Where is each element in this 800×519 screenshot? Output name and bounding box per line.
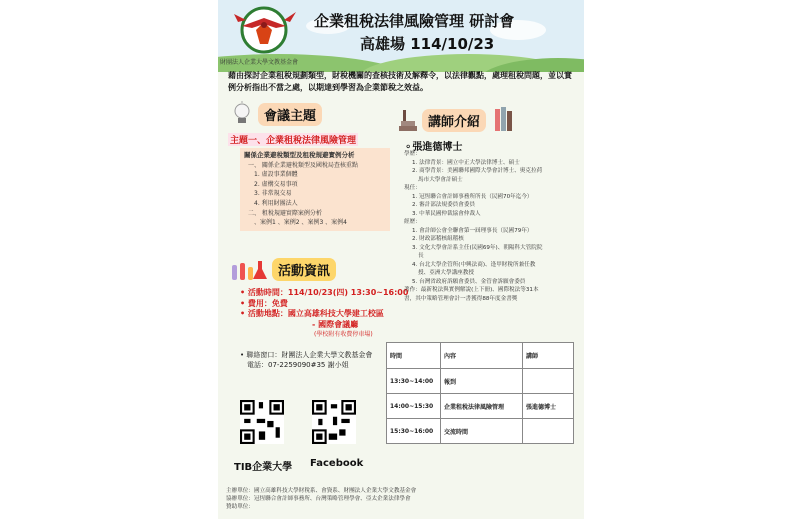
topic-line: 、案例1 、案例2 、案例3 、案例4 — [254, 219, 347, 227]
lecturer-section-head — [398, 107, 514, 133]
topic-line: 2. 虛構交易事項 — [254, 180, 298, 188]
topic-line: 二、 租稅規避實際案例分析 — [248, 209, 322, 217]
bio-line: 經歷： — [404, 219, 421, 225]
footer — [226, 487, 416, 511]
table-cell: 13:30~14:00 — [387, 369, 441, 394]
page-subtitle: 高雄場 114/10/23 — [360, 35, 495, 53]
footer-co: 協辦單位：冠恆聯合會計師事務所、台灣策略管理學會、亞太企業法律學會 — [226, 496, 411, 502]
col-header: 時間 — [387, 343, 441, 369]
bio-line: 2. 財政部稽核組稽核 — [412, 236, 464, 242]
footer-sponsor: 贊助單位： — [226, 504, 254, 510]
lecturer-heading: 講師介紹 — [422, 109, 486, 132]
activity-fee: • 費用：免費 — [240, 298, 288, 308]
parking-note: (學校附有收費停車場) — [314, 331, 373, 338]
bio-line: 5. 台灣省政府訴願會委員、金管會訴願會委員 — [412, 278, 526, 285]
table-cell: 交流時間 — [441, 419, 523, 444]
bio-line: 1. 法律背景：國立中正大學法律博士、碩士 — [412, 159, 520, 166]
schedule-table — [386, 342, 574, 444]
flyer — [218, 0, 584, 519]
bio-line: 授、亞洲大學講座教授 — [418, 270, 474, 276]
col-header: 講師 — [523, 343, 574, 369]
activity-location-2: - 國際會議廳 — [312, 319, 359, 329]
bio-line: 書，其中策略管理會計一書獲得88年度金書獎 — [404, 295, 518, 302]
bio-line: 長 — [418, 253, 424, 259]
activity-heading: 活動資訊 — [272, 258, 336, 281]
org-name: 財團法人企業大學文教基金會 — [220, 59, 299, 66]
activity-location: • 活動地點：國立高雄科技大學建工校區 — [240, 309, 384, 318]
eagle-logo-icon — [232, 4, 302, 56]
bio-line: 3. 中華民國仲裁協會仲裁人 — [412, 210, 481, 217]
bio-line: 現任： — [404, 185, 421, 191]
books-stack-icon — [494, 107, 514, 133]
speaker-name: ⚬張進德博士 — [404, 142, 463, 153]
meeting-section-head — [232, 101, 322, 127]
lightbulb-icon — [232, 101, 252, 127]
table-cell — [523, 369, 574, 394]
bio-line: 2. 商學背景：美國聯邦國際大學會計博士、奧克拉荷 — [412, 168, 543, 174]
activity-info — [240, 288, 408, 341]
bio-line: 3. 文化大學會計系主任(民國69年)、朝陽科大管院院 — [412, 244, 543, 251]
bio-line: 學歷： — [404, 151, 421, 157]
page-title: 企業租稅法律風險管理 研討會 — [314, 12, 515, 30]
activity-time: • 活動時間：114/10/23(四) 13:30~16:00 — [240, 288, 409, 297]
table-cell — [523, 419, 574, 444]
bio-line: 4. 台北大學企管所(中興法商)、逢甲財稅所兼任教 — [412, 261, 536, 268]
table-cell: 報到 — [441, 369, 523, 394]
qr-caption-tib: TIB企業大學 — [234, 462, 293, 473]
contact-phone: 電話：07-2259090#35 謝小姐 — [247, 361, 349, 369]
table-cell: 15:30~16:00 — [387, 419, 441, 444]
table-row — [387, 369, 574, 394]
topic-line: 3. 非常規交易 — [254, 190, 292, 198]
speaker-bio — [404, 150, 576, 303]
table-header-row — [387, 343, 574, 369]
header-banner — [218, 0, 584, 72]
meeting-theme: 主題一、企業租稅法律風險管理 — [228, 133, 358, 146]
intro-text: 藉由探討企業租稅規劃類型，財稅機關的查核技術及解釋令，以法律觀點，處理租稅問題，並以實例分析指出不當之處，以期達到學習為企業節稅之效益。 — [228, 71, 572, 92]
footer-host: 主辦單位：國立高雄科技大學財稅系、會資系、財團法人企業大學文教基金會 — [226, 488, 417, 494]
flask-icon — [230, 259, 268, 281]
activity-section-head — [230, 258, 336, 281]
topic-line: 1. 虛設事業個體 — [254, 171, 298, 179]
table-cell: 企業租稅法律風險管理 — [441, 394, 523, 419]
bio-line: 著作：最新稅法與實例解說(上下冊)、國際稅法等31本 — [404, 287, 539, 293]
col-header: 內容 — [441, 343, 523, 369]
contact-window: • 聯絡窗口：財團法人企業大學文教基金會 — [240, 351, 373, 359]
topic-line: 4. 利用財團法人 — [254, 199, 298, 207]
table-row — [387, 394, 574, 419]
table-row — [387, 419, 574, 444]
bio-line: 1. 冠恆聯合會計師事務所所長（民國70年迄今） — [412, 193, 533, 200]
topic-header: 關係企業避稅類型及租稅規避實例分析 — [244, 151, 355, 159]
table-cell: 張進德博士 — [523, 394, 574, 419]
qr-code-facebook-icon[interactable] — [312, 400, 356, 444]
qr-code-tib-icon[interactable] — [240, 400, 284, 444]
books-icon — [398, 108, 418, 132]
bio-line: 2. 審計部法規委員會委員 — [412, 202, 476, 208]
bio-line: 馬市大學會計碩士 — [418, 176, 463, 183]
topic-line: 一、 關係企業避稅類型及國稅局查核重點 — [248, 161, 358, 169]
contact-info — [240, 350, 372, 370]
topics-box — [240, 148, 390, 231]
qr-caption-facebook: Facebook — [310, 458, 364, 469]
meeting-heading: 會議主題 — [258, 103, 322, 126]
bio-line: 1. 會計師公會全聯會第一屆理事長（民國79年） — [412, 227, 533, 234]
table-cell: 14:00~15:30 — [387, 394, 441, 419]
